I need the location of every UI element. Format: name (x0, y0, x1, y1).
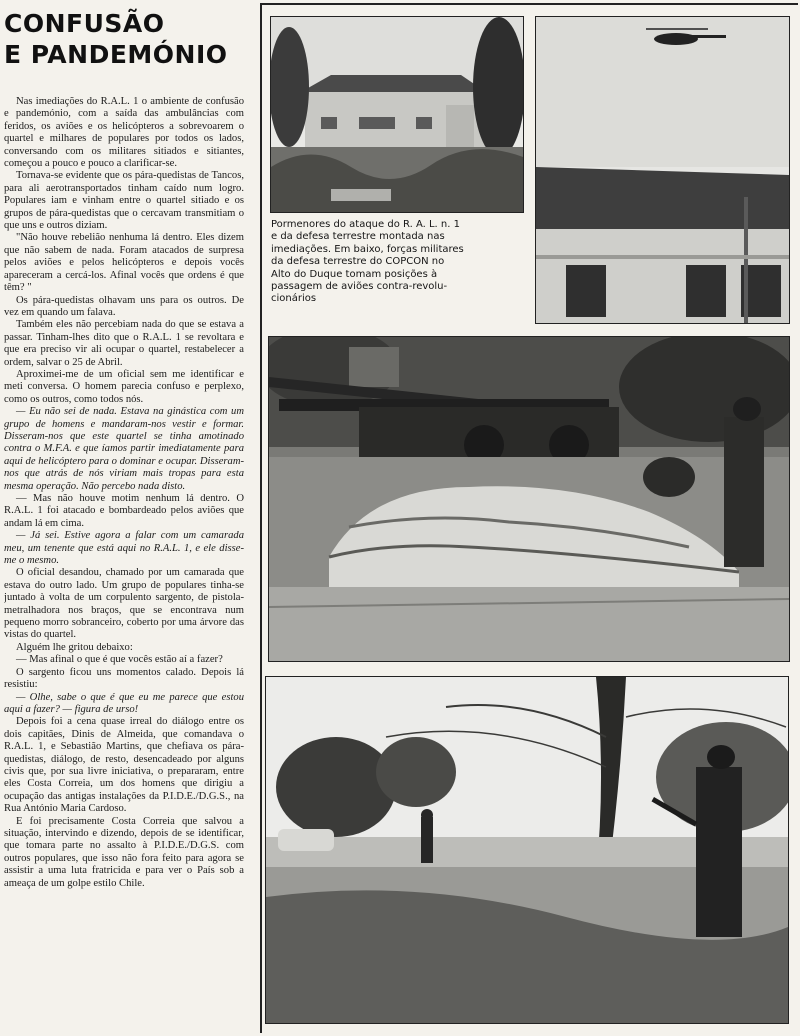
caption-line: cionários (271, 293, 317, 305)
article-paragraph: Nas imediações do R.A.L. 1 o ambiente de confusão e pandemónio, com a saída das ambulâncias com feridos, os aviões e os helicópteros a sobrevoarem o quartel e milhares de populares por todos os lados, conversando com os militares sitiados e sitiantes, começou a pouco e pouco a clarificar-se. (4, 96, 244, 170)
top-rule (262, 3, 798, 5)
article-paragraph: O sargento ficou uns momentos calado. Depois lá resistiu: (4, 666, 244, 691)
article-paragraph: Também eles não percebiam nada do que se estava a passar. Tinham-lhes dito que o R.A.L. 1 se revoltara e que era preciso vir ali ocupar o quartel, restabelecer a ordem, salvar o 25 de Abril. (4, 319, 244, 368)
photo-barracks-building (270, 16, 524, 213)
article-paragraph: Tornava-se evidente que os pára-quedistas de Tancos, para ali aerotransportados tinham caído num logro. Populares iam e vinham entre o quartel sitiado e os grupos de pára-quedistas que o cercavam transmitiam o que uns e outros diziam. (4, 170, 244, 232)
headline (4, 8, 254, 70)
photo-caption (271, 219, 527, 306)
caption-line: da defesa terrestre do COPCON no (271, 256, 445, 268)
caption-line: imediações. Em baixo, forças militares (271, 243, 464, 255)
article-paragraph: "Não houve rebelião nenhuma lá dentro. Eles dizem que não sabem de nada. Foram atacados de surpresa pelos aviões e pelos helicópteros e depois vocês apareceram a cercá-los. Afinal vocês que ordens é que têm? " (4, 232, 244, 294)
caption-line: Alto do Duque tomam posições à (271, 268, 438, 280)
caption-line: e da defesa terrestre montada nas (271, 231, 445, 243)
caption-line: Pormenores do ataque do R. A. L. n. 1 (271, 219, 460, 230)
headline-line-2: E PANDEMÓNIO (4, 40, 228, 69)
article-paragraph: Alguém lhe gritou debaixo: (16, 641, 133, 653)
article-paragraph: Depois foi a cena quase irreal do diálogo entre os dois capitães, Dinis de Almeida, que comandava o R.A.L. 1, e Sebastião Martins, que chefiava os pára-quedistas, diálogo, de resto, desencadeado por alguns civis que, por sua livre iniciativa, o prepararam, entre eles Costa Correia, um dos homens que dirigiu a ocupação das antigas instalações da P.I.D.E./D.G.S., na Rua António Maria Cardoso. (4, 716, 244, 815)
article-paragraph-quote: — Olhe, sabe o que é que eu me parece que estou aqui a fazer? — figura de urso! (4, 691, 244, 715)
photo-artillery-sandbags (268, 336, 790, 662)
article-paragraph: — Mas não houve motim nenhum lá dentro. O R.A.L. 1 foi atacado e bombardeado pelos aviões que andam lá em cima. (4, 493, 244, 529)
article-paragraph-quote: — Eu não sei de nada. Estava na ginástica com um grupo de homens e mandaram-nos vestir e formar. Disseram-nos que este quartel se tinha amotinado contra o M.F.A. e que íamos partir imediatamente para aqui de helicóptero para o dominar e ocupar. Disseram-nos que atrás de nós viriam mais tropas para esta mesma operação. Não percebo nada disto. (4, 406, 244, 492)
article-paragraph: — Mas afinal o que é que vocês estão aí a fazer? (16, 654, 223, 666)
photo-soldiers-trees (265, 676, 789, 1024)
article-paragraph: E foi precisamente Costa Correia que salvou a situação, intervindo e dizendo, depois de se identificar, que tomara parte no assalto à P.I.D.E./D.G.S. com outros populares, que isso não fora feito para agora se assistir a uma luta fratricida e para ver o País sob a ameaça de um golpe estilo Chile. (4, 815, 244, 889)
article-body (4, 96, 244, 1030)
article-paragraph: O oficial desandou, chamado por um camarada que estava do outro lado. Um grupo de populares tinha-se juntado à volta de um corpulento sargento, de pistola-metralhadora nos braços, que se encontrava num pequeno morro sobranceiro, coberto por uma árvore das vistas do quartel. (4, 567, 244, 641)
column-rule (260, 3, 262, 1033)
article-paragraph: Aproximei-me de um oficial sem me identificar e meti conversa. O homem parecia confuso e perplexo, como os outros, como todos nós. (4, 368, 244, 405)
headline-line-1: CONFUSÃO (4, 9, 165, 38)
photo-helicopter-over-roof (535, 16, 790, 324)
caption-line: passagem de aviões contra-revolu- (271, 281, 448, 293)
article-paragraph-quote: — Já sei. Estive agora a falar com um camarada meu, um tenente que está aqui no R.A.L. 1, e ele disse-me o mesmo. (4, 530, 244, 567)
article-paragraph: Os pára-quedistas olhavam uns para os outros. De vez em quando um falava. (4, 294, 244, 318)
